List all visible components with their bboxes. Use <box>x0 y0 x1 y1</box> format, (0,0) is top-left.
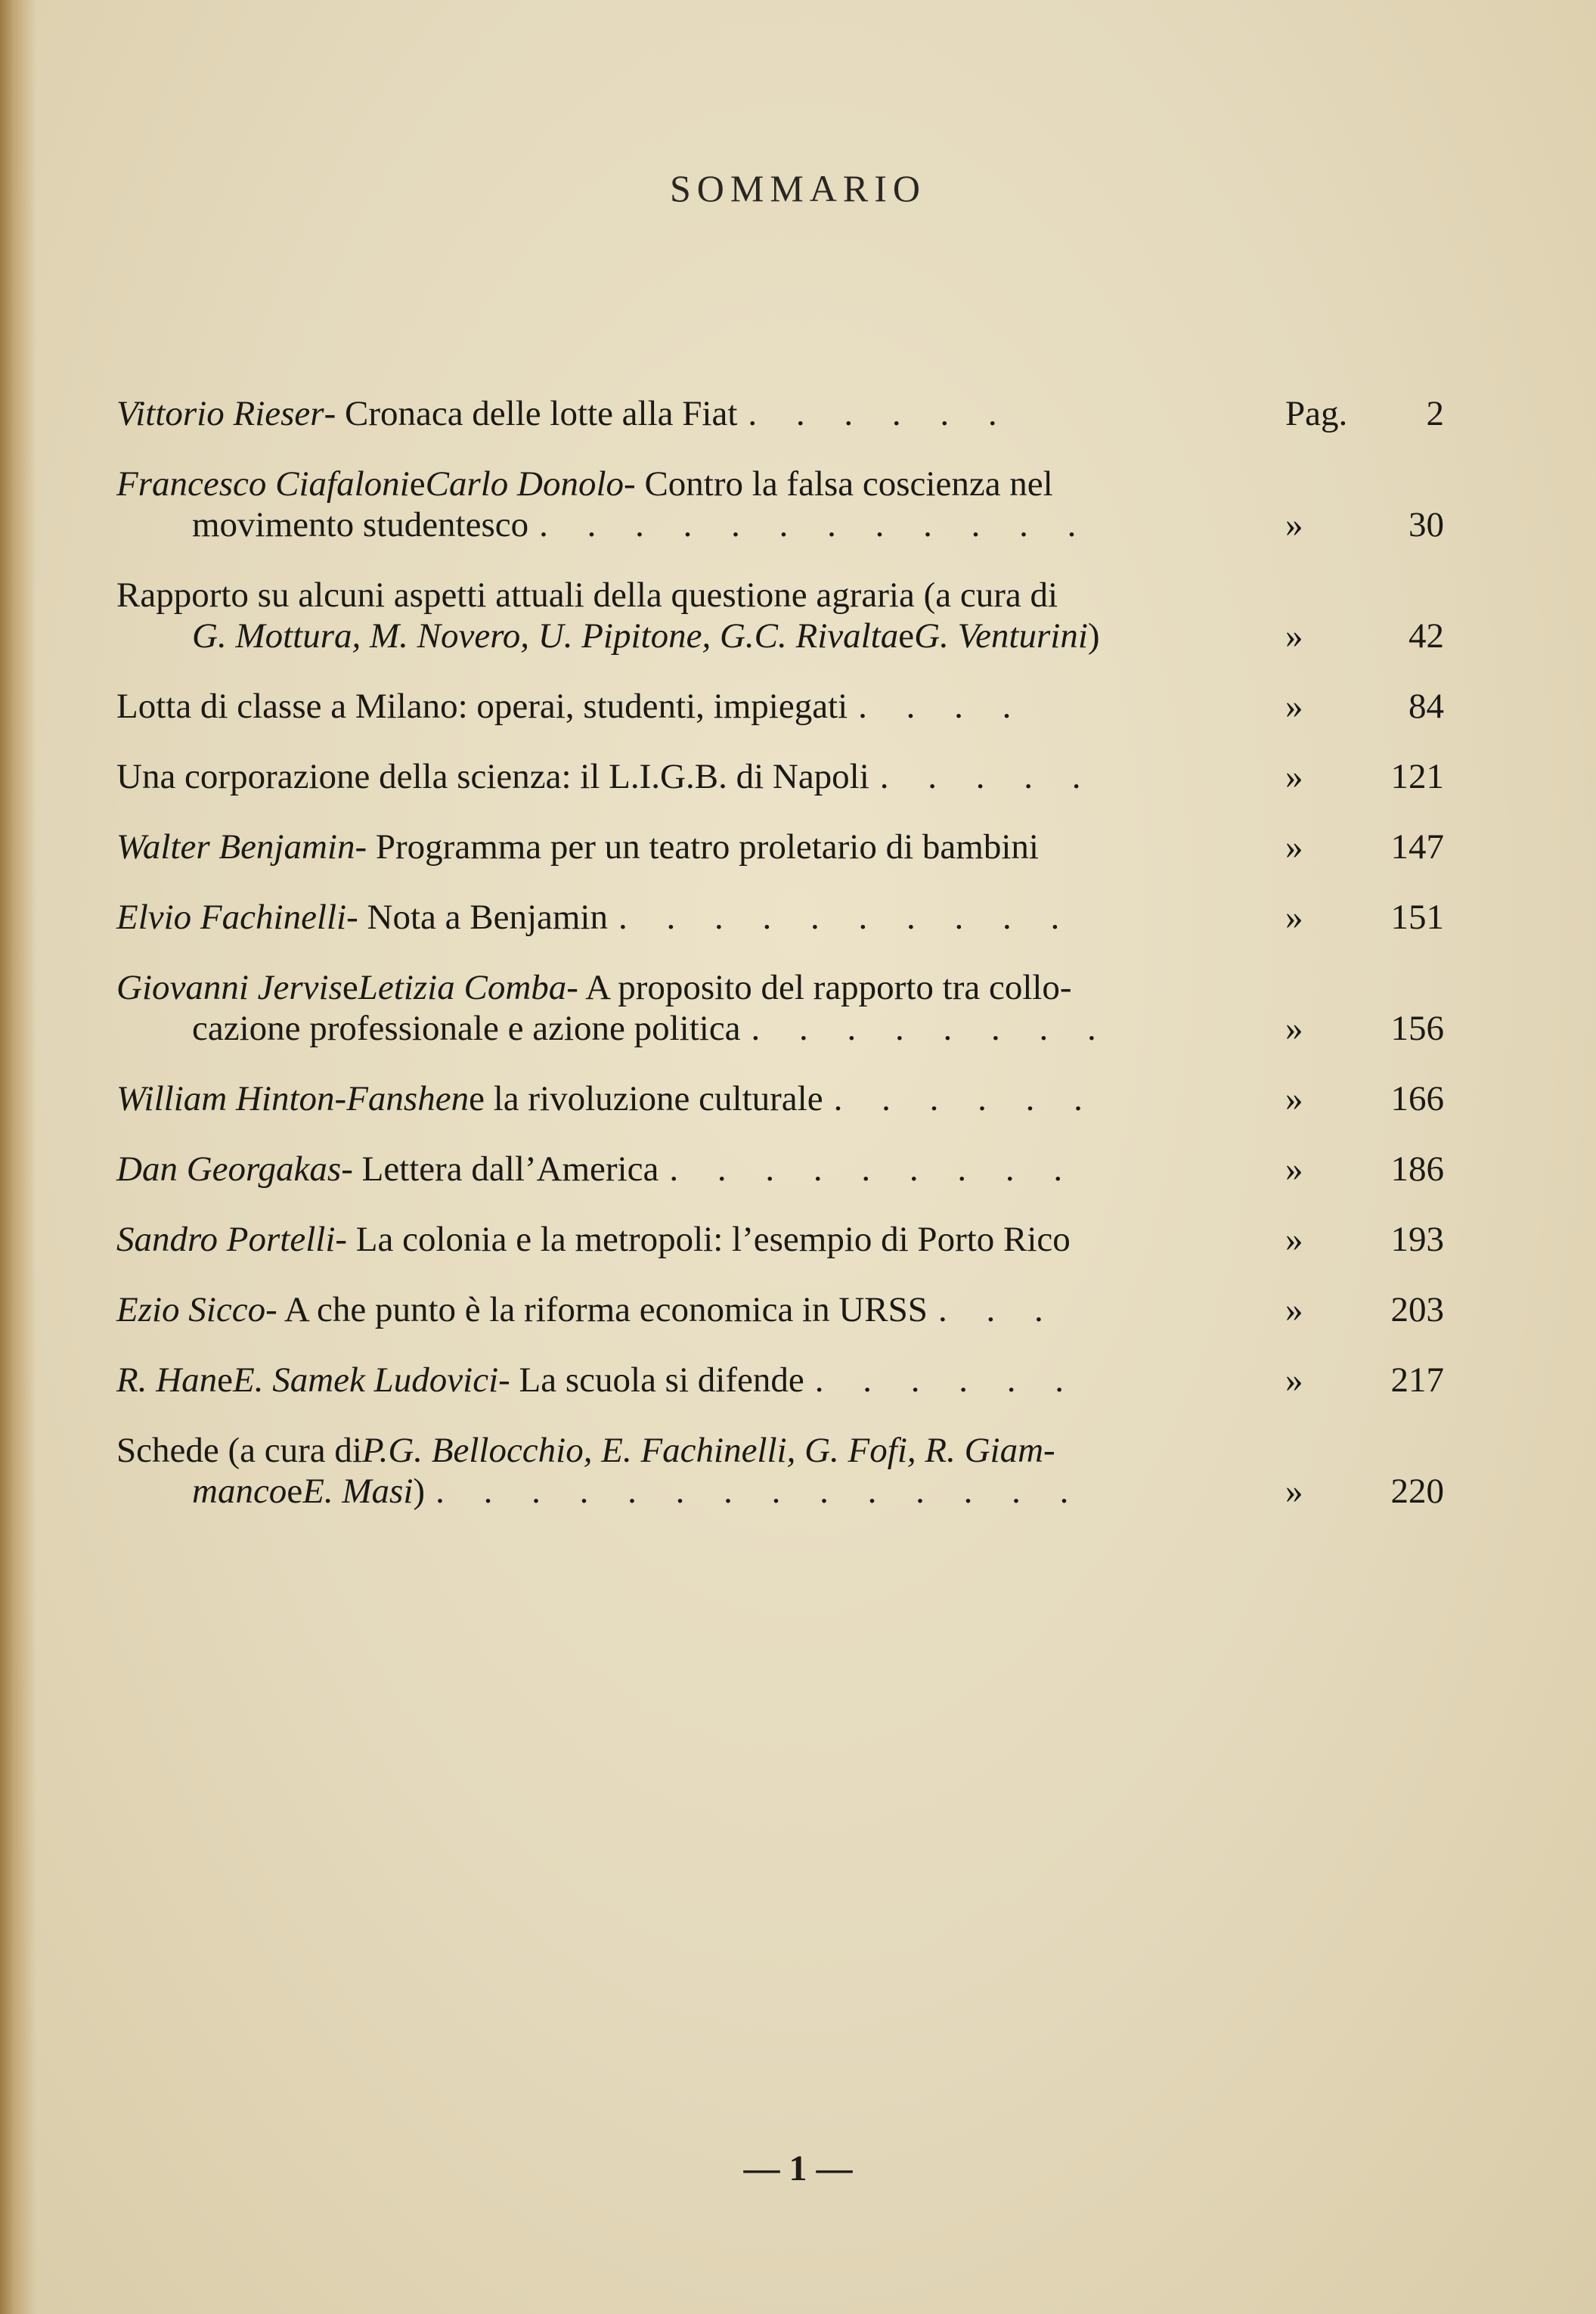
author-or-title-italic: Fanshen <box>346 1079 470 1118</box>
page-reference <box>1285 504 1444 545</box>
author-or-title-italic: Letizia Comba <box>358 968 567 1007</box>
entry-text: ) <box>413 1472 426 1511</box>
author-or-title-italic: Dan Georgakas <box>116 1149 342 1189</box>
page-reference <box>1285 1471 1444 1512</box>
entry-text: e <box>217 1360 234 1400</box>
toc-entry-line <box>116 1360 1444 1400</box>
leader-dots: . . . . . . . . . <box>669 1149 1078 1189</box>
toc-entry-line <box>116 393 1444 434</box>
leader-dots: . . . . . . . . . . <box>618 898 1075 937</box>
page-reference <box>1285 1360 1444 1400</box>
page-number: 121 <box>1390 757 1444 796</box>
entry-text: - Contro la falsa coscienza nel <box>624 464 1053 504</box>
page-marker: » <box>1285 1079 1303 1118</box>
toc-entry <box>116 756 1444 797</box>
toc-entry <box>116 1430 1444 1512</box>
toc-entry <box>116 464 1444 545</box>
page-reference <box>1285 1008 1444 1049</box>
page-marker: » <box>1285 1290 1303 1329</box>
page-reference <box>1285 897 1444 938</box>
leader-dots: . . . . . . <box>748 394 1012 433</box>
page-marker: » <box>1285 827 1303 867</box>
entry-text: - Programma per un teatro proletario di bambini <box>355 827 1039 867</box>
toc-entry-line <box>116 686 1444 727</box>
leader-dots: . . . . <box>858 687 1027 726</box>
toc-entry-line <box>116 575 1444 616</box>
author-or-title-italic: G. Mottura, M. Novero, U. Pipitone, G.C. Rivalta <box>192 616 899 656</box>
entry-text: Una corporazione della scienza: il L.I.G.B. di Napoli <box>116 757 869 796</box>
entry-text: e <box>342 968 358 1007</box>
entry-text: - Nota a Benjamin <box>346 898 608 937</box>
page-marker: » <box>1285 616 1303 656</box>
toc-entry-line <box>116 1430 1444 1471</box>
page-number: 193 <box>1390 1220 1444 1259</box>
toc-entry <box>116 967 1444 1049</box>
page-number: 30 <box>1409 505 1444 544</box>
page-marker: » <box>1285 687 1303 726</box>
page-marker: » <box>1285 898 1303 937</box>
page-number: 156 <box>1390 1009 1444 1048</box>
page-marker: » <box>1285 1220 1303 1259</box>
toc-entry-line <box>116 1078 1444 1119</box>
page-number: 42 <box>1409 616 1444 656</box>
toc-entry <box>116 1078 1444 1119</box>
page-reference <box>1285 393 1444 434</box>
author-or-title-italic: Ezio Sicco <box>116 1290 266 1329</box>
page-reference <box>1285 1289 1444 1330</box>
toc-entry-line <box>116 616 1444 656</box>
entry-text: - La colonia e la metropoli: l’esempio di Porto Rico <box>335 1220 1071 1259</box>
page-title: SOMMARIO <box>669 167 927 209</box>
page-number: 186 <box>1390 1149 1444 1189</box>
author-or-title-italic: Francesco Ciafaloni <box>116 464 410 504</box>
toc-entry <box>116 686 1444 727</box>
author-or-title-italic: E. Samek Ludovici <box>233 1360 499 1400</box>
author-or-title-italic: Sandro Portelli <box>116 1220 336 1259</box>
entry-text: e <box>409 464 426 504</box>
author-or-title-italic: Carlo Donolo <box>425 464 624 504</box>
toc-entry <box>116 1289 1444 1330</box>
toc-entry <box>116 1360 1444 1400</box>
leader-dots: . . . <box>937 1290 1058 1329</box>
toc-entry <box>116 1149 1444 1190</box>
page-reference <box>1285 827 1444 867</box>
leader-dots: . . . . . . . . <box>751 1009 1111 1048</box>
toc-entry-line <box>116 1471 1444 1512</box>
page-marker: » <box>1285 1149 1303 1189</box>
page-marker: Pag. <box>1285 394 1348 433</box>
page-reference <box>1285 756 1444 797</box>
author-or-title-italic: Vittorio Rieser <box>116 394 324 433</box>
page-marker: » <box>1285 1472 1303 1511</box>
page-marker: » <box>1285 1360 1303 1400</box>
author-or-title-italic: R. Han <box>116 1360 218 1400</box>
page-reference <box>1285 1078 1444 1119</box>
page-number: 151 <box>1390 898 1444 937</box>
toc-entry-line <box>116 1008 1444 1049</box>
entry-text: e <box>287 1472 303 1511</box>
page-number: 203 <box>1390 1290 1444 1329</box>
toc-entry-line <box>116 504 1444 545</box>
page-binding-edge <box>0 0 36 2314</box>
toc-entry-line <box>116 967 1444 1008</box>
entry-text: movimento studentesco <box>192 505 529 544</box>
entry-text: Schede (a cura di <box>116 1431 362 1470</box>
page-reference <box>1285 1149 1444 1190</box>
entry-text: - A che punto è la riforma economica in URSS <box>265 1290 928 1329</box>
entry-text: - A proposito del rapporto tra collo- <box>566 968 1072 1007</box>
toc-entry-line <box>116 756 1444 797</box>
toc-entry-line <box>116 1149 1444 1190</box>
entry-text: Rapporto su alcuni aspetti attuali della questione agraria (a cura di <box>116 575 1058 615</box>
page-reference <box>1285 616 1444 656</box>
page-number: 147 <box>1390 827 1444 867</box>
page-number-folio: — 1 — <box>743 2148 853 2188</box>
author-or-title-italic: William Hinton <box>116 1079 335 1118</box>
toc-entry-line <box>116 464 1444 504</box>
leader-dots: . . . . . . <box>814 1360 1079 1400</box>
author-or-title-italic: manco <box>192 1472 287 1511</box>
toc-entry <box>116 897 1444 938</box>
entry-text: cazione professionale e azione politica <box>192 1009 741 1048</box>
leader-dots: . . . . . . . . . . . . . . <box>435 1472 1084 1511</box>
entry-text: - Lettera dall’America <box>341 1149 659 1189</box>
page-number: 84 <box>1409 687 1444 726</box>
author-or-title-italic: E. Masi <box>302 1472 414 1511</box>
entry-text: - La scuola si difende <box>498 1360 804 1400</box>
page-number: 2 <box>1426 394 1444 433</box>
entry-text: e <box>898 616 915 656</box>
table-of-contents <box>116 393 1444 1541</box>
toc-entry <box>116 827 1444 867</box>
leader-dots: . . . . . . <box>833 1079 1098 1118</box>
entry-text: - Cronaca delle lotte alla Fiat <box>324 394 738 433</box>
toc-entry-line <box>116 1219 1444 1260</box>
page-number: 220 <box>1390 1472 1444 1511</box>
toc-entry <box>116 575 1444 656</box>
toc-entry-line <box>116 897 1444 938</box>
entry-text: - <box>334 1079 347 1118</box>
entry-text: Lotta di classe a Milano: operai, studenti, impiegati <box>116 687 848 726</box>
page-marker: » <box>1285 505 1303 544</box>
toc-entry <box>116 1219 1444 1260</box>
page-number: 217 <box>1390 1360 1444 1400</box>
page-number: 166 <box>1390 1079 1444 1118</box>
entry-text: ) <box>1087 616 1100 656</box>
page-marker: » <box>1285 1009 1303 1048</box>
leader-dots: . . . . . . . . . . . . <box>539 505 1092 544</box>
leader-dots: . . . . . <box>879 757 1096 796</box>
entry-text: e la rivoluzione culturale <box>469 1079 823 1118</box>
toc-entry-line <box>116 1289 1444 1330</box>
author-or-title-italic: G. Venturini <box>914 616 1088 656</box>
page-marker: » <box>1285 757 1303 796</box>
author-or-title-italic: P.G. Bellocchio, E. Fachinelli, G. Fofi, R. Giam- <box>361 1431 1055 1470</box>
toc-entry <box>116 393 1444 434</box>
page-reference <box>1285 686 1444 727</box>
author-or-title-italic: Giovanni Jervis <box>116 968 342 1007</box>
page-reference <box>1285 1219 1444 1260</box>
toc-entry-line <box>116 827 1444 867</box>
author-or-title-italic: Elvio Fachinelli <box>116 898 347 937</box>
author-or-title-italic: Walter Benjamin <box>116 827 355 867</box>
